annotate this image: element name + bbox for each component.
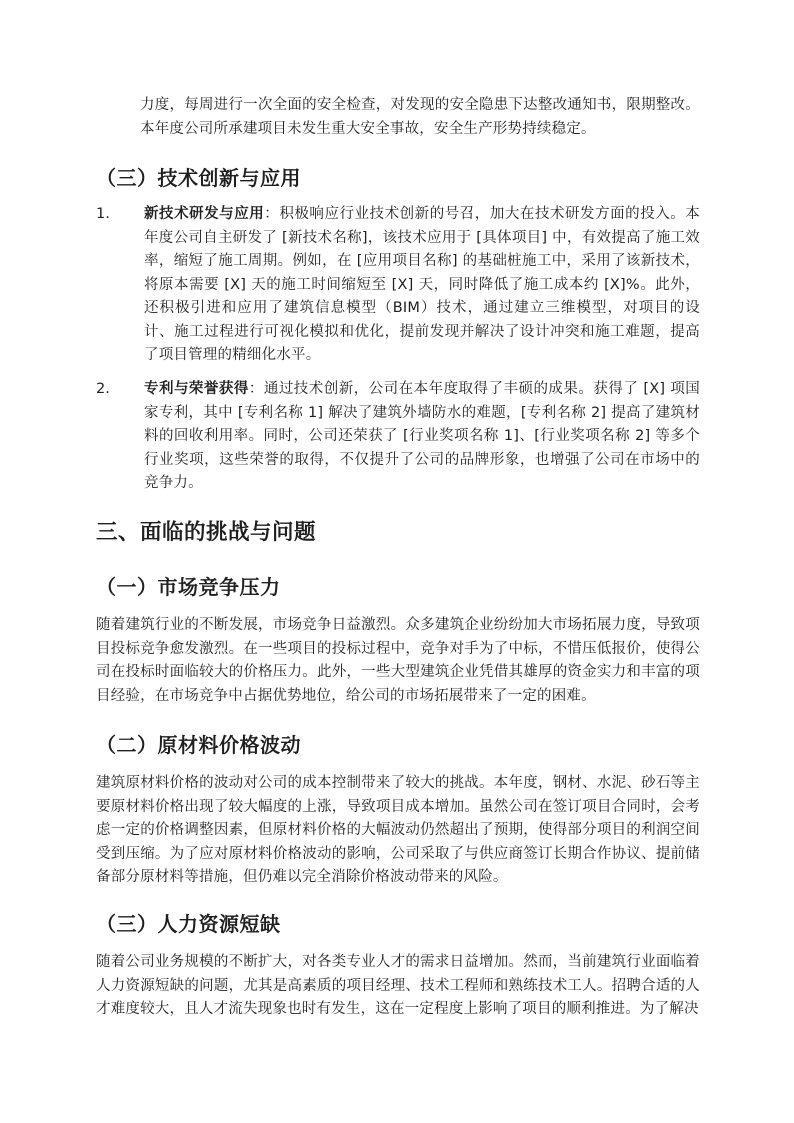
- list-item-1: [144, 203, 700, 368]
- section-title-human-resources: （三）人力资源短缺: [96, 912, 281, 936]
- list-item-2: [144, 378, 700, 496]
- list-item-2-lead: 专利与荣誉获得: [144, 381, 249, 397]
- list-item-1-lead: 新技术研发与应用: [144, 206, 265, 222]
- chapter-title-challenges: 三、面临的挑战与问题: [96, 520, 317, 545]
- paragraph-human-resources: 随着公司业务规模的不断扩大，对各类专业人才的需求日益增加。然而，当前建筑行业面临着人力资源短缺的问题，尤其是高素质的项目经理、技术工程师和熟练技术工人。招聘合适的人才难度较大，且人才流失现象也时有发生，这在一定程度上影响了项目的顺利推进。为了解决: [96, 954, 700, 1017]
- list-number-2: 2.: [96, 381, 110, 397]
- paragraph-material-prices: 建筑原材料价格的波动对公司的成本控制带来了较大的挑战。本年度，钢材、水泥、砂石等主要原材料价格出现了较大幅度的上涨，导致项目成本增加。虽然公司在签订项目合同时，会考虑一定的价格调整因素，但原材料价格的大幅波动仍然超出了预期，使得部分项目的利润空间受到压缩。为了应对原材料价格波动的影响，公司采取了与供应商签订长期合作协议、提前储备部分原材料等措施，但仍难以完全消除价格波动带来的风险。: [96, 775, 700, 885]
- paragraph-market-competition: 随着建筑行业的不断发展，市场竞争日益激烈。众多建筑企业纷纷加大市场拓展力度，导致项目投标竞争愈发激烈。在一些项目的投标过程中，竞争对手为了中标，不惜压低报价，使得公司在投标时面临较大的价格压力。此外，一些大型建筑企业凭借其雄厚的资金实力和丰富的项目经验，在市场竞争中占据优势地位，给公司的市场拓展带来了一定的困难。: [96, 617, 700, 704]
- list-item-1-sep: ：: [264, 206, 280, 222]
- list-item-2-text: 通过技术创新，公司在本年度取得了丰硕的成果。获得了 [X] 项国家专利，其中 [专利名称 1] 解决了建筑外墙防水的难题，[专利名称 2] 提高了建筑材料的回收利用率。同时，公司还荣获了 [行业奖项名称 1]、[行业奖项名称 2] 等多个行业奖项，这些荣誉的取得，不仅提升了公司的品牌形象，也增强了公司在市场中的竞争力。: [144, 381, 700, 491]
- section-title-market-competition: （一）市场竞争压力: [96, 575, 281, 599]
- list-item-2-sep: ：: [248, 381, 264, 397]
- section-title-material-prices: （二）原材料价格波动: [96, 733, 301, 757]
- intro-paragraph: 力度，每周进行一次全面的安全检查，对发现的安全隐患下达整改通知书，限期整改。本年度公司所承建项目未发生重大安全事故，安全生产形势持续稳定。: [140, 97, 700, 137]
- list-number-1: 1.: [96, 206, 110, 222]
- section-title-tech-innovation: （三）技术创新与应用: [96, 166, 301, 190]
- list-item-1-text: 积极响应行业技术创新的号召，加大在技术研发方面的投入。本年度公司自主研发了 [新技术名称]，该技术应用于 [具体项目] 中，有效提高了施工效率，缩短了施工周期。例如，在 [应用项目名称] 的基础桩施工中，采用了该新技术，将原本需要 [X] 天的施工时间缩短至 [X] 天，同时降低了施工成本约 [X]%。此外，还积极引进和应用了建筑信息模型（BIM）技术，通过建立三维模型，对项目的设计、施工过程进行可视化模拟和优化，提前发现并解决了设计冲突和施工难题，提高了项目管理的精细化水平。: [144, 206, 700, 363]
